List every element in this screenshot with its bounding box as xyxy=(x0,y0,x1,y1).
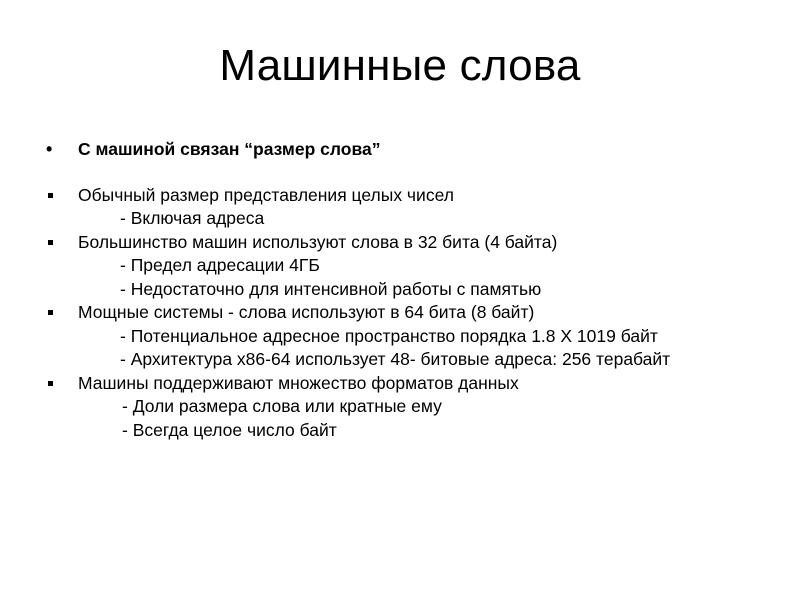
bullet-text: Обычный размер представления целых чисел xyxy=(78,184,454,205)
bullet-item-32-bit xyxy=(46,231,766,255)
sub-item-addresses: - Включая адреса xyxy=(120,208,265,228)
sub-item-memory-intensive: - Недостаточно для интенсивной работы с памятью xyxy=(120,278,542,299)
bullet-text: Большинство машин используют слова в 32 бита (4 байта) xyxy=(78,231,558,252)
bullet-item-64-bit xyxy=(46,301,766,325)
round-bullet-icon: • xyxy=(46,139,53,159)
sub-item-word-fractions: - Доли размера слова или кратные ему xyxy=(122,396,442,416)
bullet-item-integer-size xyxy=(46,184,766,208)
sub-item-x86-64: - Архитектура x86-64 использует 48- битовые адреса: 256 терабайт xyxy=(120,349,671,369)
bullet-text: Машины поддерживают множество форматов данных xyxy=(78,372,519,393)
bullet-item-data-formats xyxy=(46,372,766,396)
spacer xyxy=(46,162,766,184)
sub-item-whole-bytes: - Всегда целое число байт xyxy=(122,419,337,440)
slide-body xyxy=(46,138,766,442)
sub-item-address-limit: - Предел адресации 4ГБ xyxy=(120,255,320,275)
bullet-text: Мощные системы - слова используют в 64 бита (8 байт) xyxy=(78,302,535,322)
bullet-text: С машиной связан “размер слова” xyxy=(78,139,381,159)
bullet-item-word-size xyxy=(46,138,766,162)
sub-item-address-space: - Потенциальное адресное пространство порядка 1.8 X 1019 байт xyxy=(120,325,658,346)
slide-title: Машинные слова xyxy=(219,41,581,90)
